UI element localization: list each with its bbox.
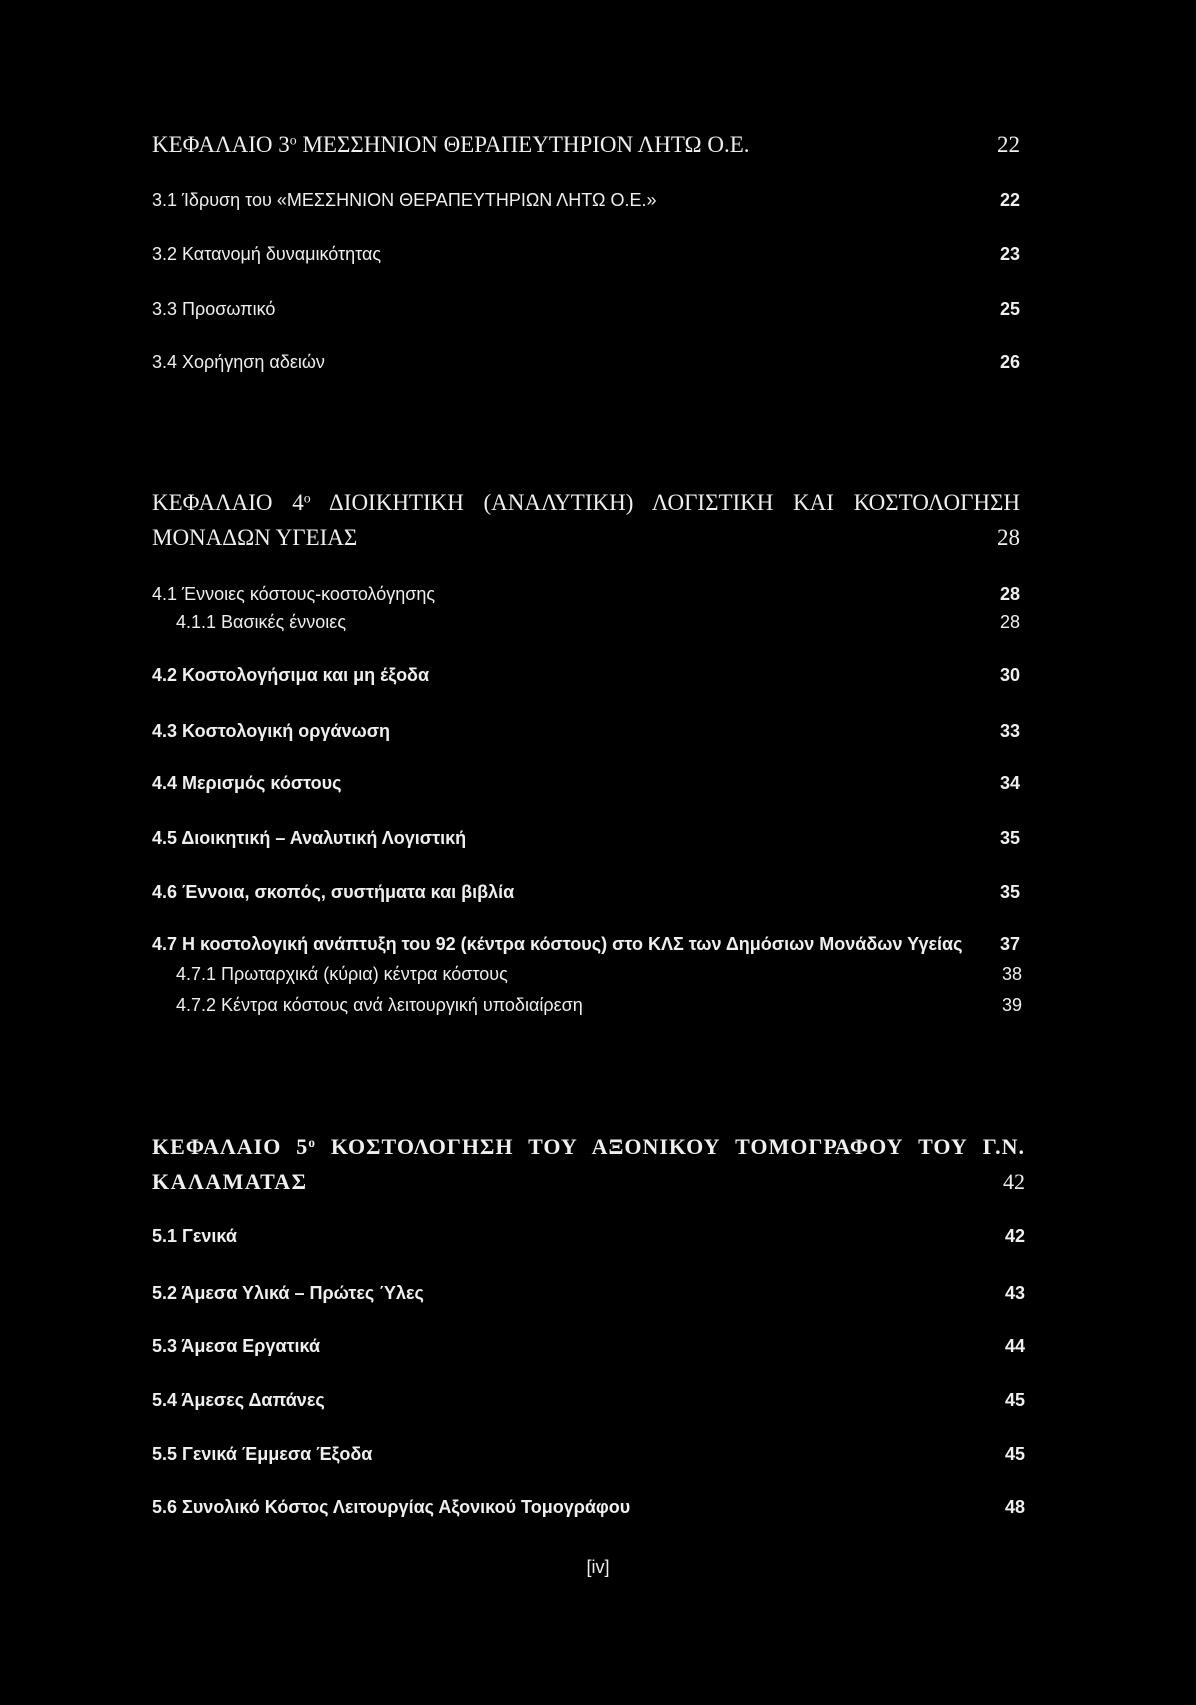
toc-entry bbox=[152, 188, 1020, 212]
chapter-ordinal-suffix: ο bbox=[289, 132, 297, 148]
chapter-title-rest: ΔΙΟΙΚΗΤΙΚΗ (ΑΝΑΛΥΤΙΚΗ) ΛΟΓΙΣΤΙΚΗ ΚΑΙ ΚΟΣΤΟΛΟΓΗΣΗ bbox=[310, 490, 1020, 515]
toc-entry-page: 43 bbox=[1004, 1283, 1025, 1303]
chapter-4-heading-line2 bbox=[152, 524, 1020, 552]
toc-entry-title: 4.4 Μερισμός κόστους bbox=[152, 773, 342, 793]
toc-entry-title: 3.3 Προσωπικό bbox=[152, 299, 276, 319]
chapter-title-rest: ΚΟΣΤΟΛΟΓΗΣΗ ΤΟΥ ΑΞΟΝΙΚΟΥ ΤΟΜΟΓΡΑΦΟΥ ΤΟΥ Γ.Ν. bbox=[315, 1134, 1025, 1159]
toc-entry-page: 45 bbox=[1004, 1444, 1025, 1464]
toc-entry bbox=[152, 663, 1020, 687]
toc-entry-title: 4.5 Διοικητική – Αναλυτική Λογιστική bbox=[152, 828, 467, 848]
toc-entry-title: 4.7.1 Πρωταρχικά (κύρια) κέντρα κόστους bbox=[176, 964, 508, 984]
toc-subentry bbox=[176, 962, 1022, 986]
chapter-ordinal-suffix: ο bbox=[308, 1134, 316, 1150]
page-folio: [iv] bbox=[586, 1557, 610, 1577]
chapter-5-heading-line2 bbox=[152, 1168, 1025, 1196]
toc-entry-page: 25 bbox=[999, 299, 1020, 319]
toc-entry-title: 4.1.1 Βασικές έννοιες bbox=[176, 612, 346, 632]
chapter-5-heading-line1 bbox=[152, 1133, 1025, 1161]
toc-subentry bbox=[176, 610, 1020, 634]
toc-entry-page: 38 bbox=[1001, 964, 1022, 984]
toc-entry-page: 35 bbox=[999, 828, 1020, 848]
chapter-title-prefix: ΚΕΦΑΛΑΙΟ 3 bbox=[152, 132, 290, 157]
toc-entry-page: 26 bbox=[999, 352, 1020, 372]
toc-entry-title: 4.7 Η κοστολογική ανάπτυξη του 92 (κέντρα κόστους) στο ΚΛΣ των Δημόσιων Μονάδων Υγείας bbox=[152, 934, 963, 954]
toc-subentry bbox=[176, 993, 1022, 1017]
toc-entry-page: 30 bbox=[999, 665, 1020, 685]
chapter-title-continuation: ΜΟΝΑΔΩΝ ΥΓΕΙΑΣ bbox=[152, 525, 358, 550]
toc-entry-page: 23 bbox=[999, 244, 1020, 264]
toc-entry-title: 5.6 Συνολικό Κόστος Λειτουργίας Αξονικού Τομογράφου bbox=[152, 1497, 631, 1517]
toc-entry-page: 28 bbox=[999, 612, 1020, 632]
chapter-page-number: 22 bbox=[997, 132, 1020, 157]
toc-entry-title: 4.6 Έννοια, σκοπός, συστήματα και βιβλία bbox=[152, 882, 515, 902]
toc-entry-title: 5.2 Άμεσα Υλικά – Πρώτες Ύλες bbox=[152, 1283, 424, 1303]
chapter-title-rest: ΜΕΣΣΗΝΙΟΝ ΘΕΡΑΠΕΥΤΗΡΙΟΝ ΛΗΤΩ Ο.Ε. bbox=[296, 132, 750, 157]
toc-entry-page: 34 bbox=[999, 773, 1020, 793]
toc-entry bbox=[152, 932, 1020, 956]
toc-entry-title: 3.4 Χορήγηση αδειών bbox=[152, 352, 325, 372]
chapter-title bbox=[152, 131, 750, 159]
chapter-page-number: 42 bbox=[1003, 1169, 1025, 1194]
toc-entry bbox=[152, 582, 1020, 606]
chapter-title-prefix: ΚΕΦΑΛΑΙΟ 5 bbox=[152, 1134, 309, 1159]
toc-entry bbox=[152, 1334, 1025, 1358]
chapter-4-heading-line1 bbox=[152, 489, 1020, 517]
toc-entry bbox=[152, 1281, 1025, 1305]
toc-entry-page: 45 bbox=[1004, 1390, 1025, 1410]
toc-entry bbox=[152, 1224, 1025, 1248]
toc-entry bbox=[152, 1442, 1025, 1466]
toc-entry-page: 42 bbox=[1004, 1226, 1025, 1246]
toc-entry-page: 22 bbox=[999, 190, 1020, 210]
toc-entry bbox=[152, 880, 1020, 904]
toc-entry bbox=[152, 1388, 1025, 1412]
toc-entry-title: 3.2 Κατανομή δυναμικότητας bbox=[152, 244, 382, 264]
toc-entry bbox=[152, 771, 1020, 795]
toc-entry bbox=[152, 826, 1020, 850]
chapter-title-continuation: ΚΑΛΑΜΑΤΑΣ bbox=[152, 1169, 308, 1194]
toc-entry-page: 37 bbox=[999, 934, 1020, 954]
toc-entry-page: 39 bbox=[1001, 995, 1022, 1015]
chapter-ordinal-suffix: ο bbox=[303, 490, 311, 506]
toc-entry-page: 33 bbox=[999, 721, 1020, 741]
toc-entry bbox=[152, 242, 1020, 266]
toc-entry-title: 4.1 Έννοιες κόστους-κοστολόγησης bbox=[152, 584, 436, 604]
toc-entry-title: 5.5 Γενικά Έμμεσα Έξοδα bbox=[152, 1444, 373, 1464]
toc-entry-page: 44 bbox=[1004, 1336, 1025, 1356]
toc-entry-title: 4.7.2 Κέντρα κόστους ανά λειτουργική υποδιαίρεση bbox=[176, 995, 583, 1015]
toc-entry bbox=[152, 297, 1020, 321]
toc-entry-page: 48 bbox=[1004, 1497, 1025, 1517]
chapter-3-heading bbox=[152, 131, 1020, 159]
toc-entry-title: 5.1 Γενικά bbox=[152, 1226, 237, 1246]
toc-entry-title: 5.4 Άμεσες Δαπάνες bbox=[152, 1390, 325, 1410]
toc-entry-title: 4.3 Κοστολογική οργάνωση bbox=[152, 721, 391, 741]
toc-entry-page: 28 bbox=[999, 584, 1020, 604]
toc-entry bbox=[152, 350, 1020, 374]
toc-entry-title: 4.2 Κοστολογήσιμα και μη έξοδα bbox=[152, 665, 430, 685]
chapter-page-number: 28 bbox=[997, 525, 1020, 550]
toc-entry-title: 3.1 Ίδρυση του «ΜΕΣΣΗΝΙΟΝ ΘΕΡΑΠΕΥΤΗΡΙΩΝ ΛΗΤΩ Ο.Ε.» bbox=[152, 190, 657, 210]
toc-entry-page: 35 bbox=[999, 882, 1020, 902]
toc-entry bbox=[152, 719, 1020, 743]
toc-entry-title: 5.3 Άμεσα Εργατικά bbox=[152, 1336, 321, 1356]
toc-entry bbox=[152, 1495, 1025, 1519]
chapter-title-prefix: ΚΕΦΑΛΑΙΟ 4 bbox=[152, 490, 304, 515]
